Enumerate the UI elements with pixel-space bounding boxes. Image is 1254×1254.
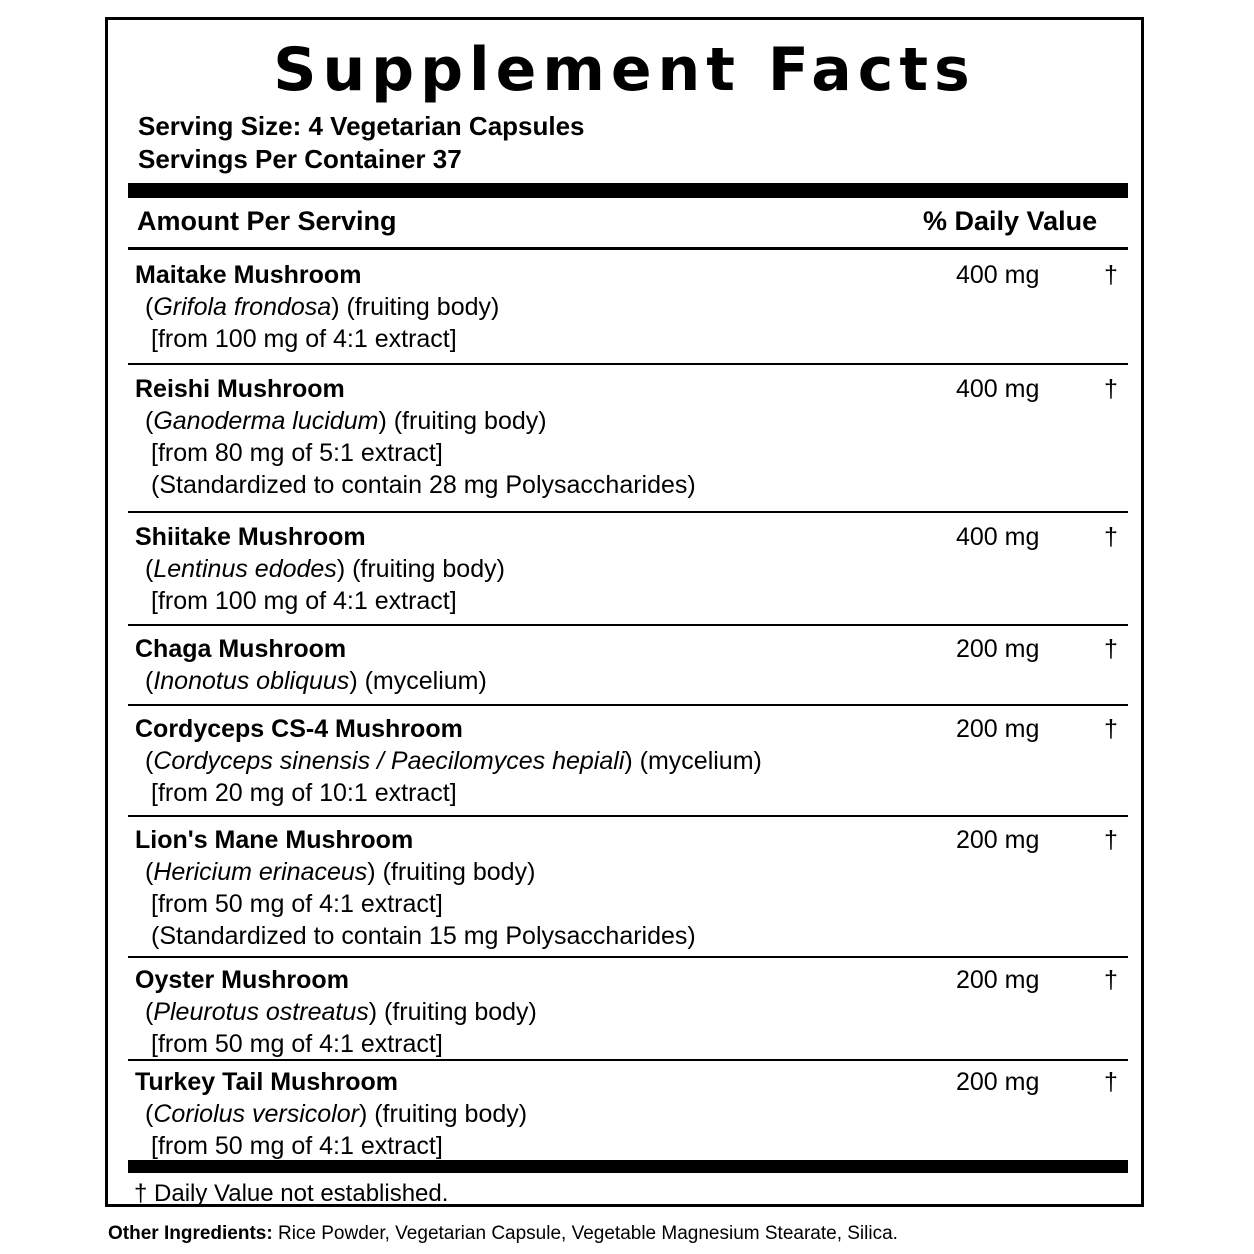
supplement-facts-panel	[105, 17, 1144, 1207]
header-divider	[128, 247, 1128, 250]
ingredient-amount: 200 mg	[956, 635, 1040, 663]
ingredient-detail: (Standardized to contain 28 mg Polysaccharides)	[151, 471, 696, 499]
ingredient-source: (Lentinus edodes) (fruiting body)	[145, 555, 505, 583]
row-divider-line	[128, 956, 1128, 958]
other-ingredients-label: Other Ingredients:	[108, 1223, 273, 1244]
thick-divider-bottom	[128, 1160, 1128, 1173]
plant-part: (fruiting body)	[345, 555, 505, 583]
ingredient-source: (Grifola frondosa) (fruiting body)	[145, 293, 500, 321]
row-divider-line	[128, 511, 1128, 513]
latin-name: Coriolus versicolor	[153, 1100, 359, 1128]
daily-value-dagger: †	[1104, 715, 1118, 743]
ingredient-detail: [from 50 mg of 4:1 extract]	[151, 1030, 443, 1058]
ingredient-source: (Pleurotus ostreatus) (fruiting body)	[145, 998, 537, 1026]
row-divider-line	[128, 363, 1128, 365]
ingredient-amount: 400 mg	[956, 375, 1040, 403]
thick-divider-top	[128, 183, 1128, 198]
ingredient-source: (Hericium erinaceus) (fruiting body)	[145, 858, 536, 886]
latin-name: Ganoderma lucidum	[153, 407, 379, 435]
ingredient-name: Cordyceps CS-4 Mushroom	[135, 715, 463, 743]
row-divider-line	[128, 815, 1128, 817]
ingredient-amount: 400 mg	[956, 523, 1040, 551]
ingredient-name: Lion's Mane Mushroom	[135, 826, 414, 854]
daily-value-dagger: †	[1104, 966, 1118, 994]
panel-title: Supplement Facts	[273, 35, 976, 105]
ingredient-detail: [from 100 mg of 4:1 extract]	[151, 587, 457, 615]
plant-part: (mycelium)	[357, 667, 487, 695]
ingredient-name: Shiitake Mushroom	[135, 523, 366, 551]
latin-name: Grifola frondosa	[153, 293, 332, 321]
daily-value-dagger: †	[1104, 523, 1118, 551]
ingredient-detail: [from 50 mg of 4:1 extract]	[151, 890, 443, 918]
ingredient-source: (Inonotus obliquus) (mycelium)	[145, 667, 487, 695]
ingredient-amount: 400 mg	[956, 261, 1040, 289]
plant-part: (mycelium)	[632, 747, 762, 775]
daily-value-header: % Daily Value	[923, 206, 1098, 236]
ingredient-name: Turkey Tail Mushroom	[135, 1068, 399, 1096]
ingredient-name: Oyster Mushroom	[135, 966, 349, 994]
servings-per-container: Servings Per Container 37	[138, 144, 462, 174]
daily-value-dagger: †	[1104, 1068, 1118, 1096]
amount-per-serving-header: Amount Per Serving	[137, 206, 397, 236]
ingredient-name: Chaga Mushroom	[135, 635, 347, 663]
daily-value-dagger: †	[1104, 635, 1118, 663]
daily-value-dagger: †	[1104, 826, 1118, 854]
ingredient-detail: [from 80 mg of 5:1 extract]	[151, 439, 443, 467]
plant-part: (fruiting body)	[377, 998, 537, 1026]
plant-part: (fruiting body)	[386, 407, 547, 435]
daily-value-dagger: †	[1104, 261, 1118, 289]
ingredient-detail: [from 50 mg of 4:1 extract]	[151, 1132, 443, 1160]
serving-size: Serving Size: 4 Vegetarian Capsules	[138, 111, 585, 141]
latin-name: Inonotus obliquus	[153, 667, 350, 695]
latin-name: Pleurotus ostreatus	[153, 998, 369, 1026]
ingredient-amount: 200 mg	[956, 715, 1040, 743]
ingredient-source: (Ganoderma lucidum) (fruiting body)	[145, 407, 547, 435]
row-divider-line	[128, 704, 1128, 706]
footnote: † Daily Value not established.	[134, 1180, 449, 1207]
ingredient-source: (Coriolus versicolor) (fruiting body)	[145, 1100, 528, 1128]
ingredient-amount: 200 mg	[956, 826, 1040, 854]
ingredient-detail: [from 100 mg of 4:1 extract]	[151, 325, 457, 353]
latin-name: Cordyceps sinensis / Paecilomyces hepiali	[153, 747, 625, 775]
other-ingredients	[108, 1224, 898, 1243]
plant-part: (fruiting body)	[375, 858, 536, 886]
row-divider-line	[128, 1059, 1128, 1061]
other-ingredients-text: Rice Powder, Vegetarian Capsule, Vegetable Magnesium Stearate, Silica.	[272, 1223, 898, 1244]
plant-part: (fruiting body)	[339, 293, 500, 321]
plant-part: (fruiting body)	[367, 1100, 528, 1128]
latin-name: Hericium erinaceus	[153, 858, 368, 886]
ingredient-source: (Cordyceps sinensis / Paecilomyces hepiali) (mycelium)	[145, 747, 762, 775]
row-divider-line	[128, 624, 1128, 626]
ingredient-amount: 200 mg	[956, 1068, 1040, 1096]
latin-name: Lentinus edodes	[153, 555, 337, 583]
ingredient-name: Maitake Mushroom	[135, 261, 362, 289]
daily-value-dagger: †	[1104, 375, 1118, 403]
ingredient-detail: (Standardized to contain 15 mg Polysaccharides)	[151, 922, 696, 950]
ingredient-name: Reishi Mushroom	[135, 375, 345, 403]
ingredient-amount: 200 mg	[956, 966, 1040, 994]
ingredient-detail: [from 20 mg of 10:1 extract]	[151, 779, 457, 807]
